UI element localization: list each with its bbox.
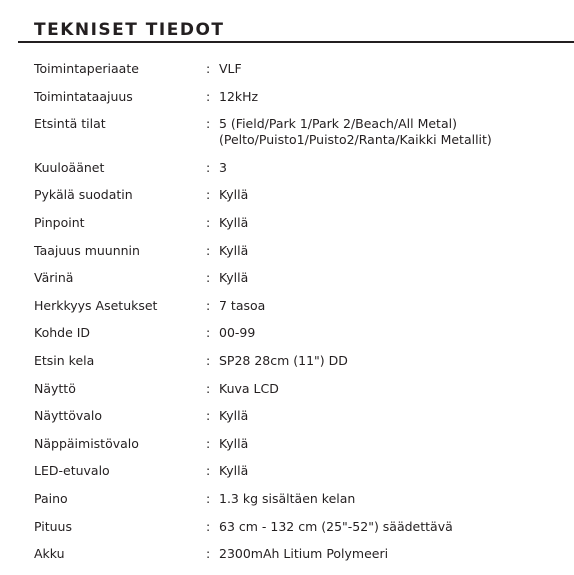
spec-row [34,491,564,507]
spec-row [34,408,564,424]
spec-label: Näppäimistövalo [34,435,139,451]
spec-separator: : [206,116,211,132]
spec-row [34,215,564,231]
spec-value-line: 12kHz [219,88,259,104]
spec-value [219,270,564,286]
spec-separator: : [206,352,211,368]
spec-label: Etsintä tilat [34,116,106,132]
spec-label: Paino [34,490,68,506]
spec-separator: : [206,408,211,424]
spec-value [219,298,564,314]
spec-separator: : [206,297,211,313]
spec-value [219,519,564,535]
spec-value-line: 00-99 [219,325,256,341]
spec-value-line: Kyllä [219,270,249,286]
spec-label: LED-etuvalo [34,463,110,479]
spec-value [219,89,564,105]
spec-value-line: Kyllä [219,214,249,230]
spec-separator: : [206,490,211,506]
spec-label: Pinpoint [34,214,85,230]
spec-row [34,116,564,148]
spec-row [34,160,564,176]
spec-separator: : [206,187,211,203]
spec-value [219,463,564,479]
spec-label: Pykälä suodatin [34,187,133,203]
spec-label: Etsin kela [34,352,95,368]
spec-value [219,325,564,341]
spec-value [219,546,564,562]
spec-row [34,325,564,341]
spec-label: Näyttövalo [34,408,103,424]
spec-label: Näyttö [34,380,76,396]
spec-row [34,187,564,203]
spec-separator: : [206,325,211,341]
page-title: TEKNISET TIEDOT [34,20,225,40]
spec-row [34,546,564,562]
spec-value-line: 7 tasoa [219,297,266,313]
spec-value-line: (Pelto/Puisto1/Puisto2/Ranta/Kaikki Metallit) [219,132,492,148]
spec-value [219,61,564,77]
spec-value [219,408,564,424]
spec-value-line: Kyllä [219,408,249,424]
spec-label: Akku [34,546,65,562]
spec-label: Pituus [34,518,72,534]
spec-value [219,381,564,397]
spec-label: Toimintaperiaate [34,61,139,76]
spec-label: Kuuloäänet [34,159,105,175]
spec-value [219,187,564,203]
spec-row [34,381,564,397]
spec-value-line: Kyllä [219,242,249,258]
spec-value [219,160,564,176]
spec-row [34,243,564,259]
spec-row [34,436,564,452]
spec-separator: : [206,242,211,258]
spec-value [219,116,564,148]
spec-label: Värinä [34,270,74,286]
title-underline [18,41,574,43]
spec-value-line: Kuva LCD [219,380,279,396]
spec-value-line: 3 [219,159,227,175]
spec-value-line: 5 (Field/Park 1/Park 2/Beach/All Metal) [219,116,457,132]
spec-list [34,61,564,574]
spec-separator: : [206,380,211,396]
spec-label: Herkkyys Asetukset [34,297,158,313]
spec-separator: : [206,88,211,104]
spec-value-line: SP28 28cm (11") DD [219,352,348,368]
spec-separator: : [206,518,211,534]
spec-value-line: VLF [219,61,242,76]
spec-separator: : [206,546,211,562]
spec-separator: : [206,159,211,175]
spec-label: Taajuus muunnin [34,242,140,258]
spec-value [219,491,564,507]
spec-value-line: Kyllä [219,435,249,451]
spec-row [34,61,564,77]
spec-value-line: Kyllä [219,187,249,203]
spec-value [219,243,564,259]
spec-row [34,298,564,314]
spec-separator: : [206,214,211,230]
spec-row [34,463,564,479]
spec-value-line: Kyllä [219,463,249,479]
spec-value-line: 63 cm - 132 cm (25"-52") säädettävä [219,518,453,534]
spec-value [219,215,564,231]
spec-row [34,89,564,105]
spec-separator: : [206,270,211,286]
spec-value [219,436,564,452]
spec-row [34,519,564,535]
spec-row [34,270,564,286]
spec-row [34,353,564,369]
spec-value-line: 1.3 kg sisältäen kelan [219,490,356,506]
spec-value [219,353,564,369]
spec-value-line: 2300mAh Litium Polymeeri [219,546,389,562]
spec-label: Toimintataajuus [34,88,133,104]
spec-separator: : [206,61,211,76]
spec-label: Kohde ID [34,325,91,341]
spec-separator: : [206,463,211,479]
spec-separator: : [206,435,211,451]
